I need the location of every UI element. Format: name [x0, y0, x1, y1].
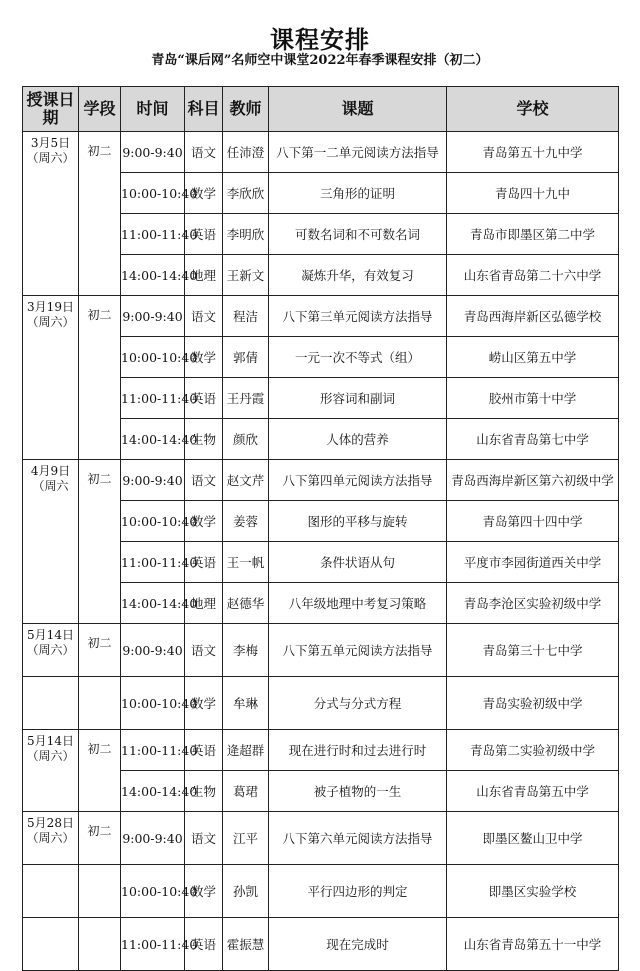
cell-time: 10:00-10:40: [121, 865, 185, 918]
cell-school: 山东省青岛第二十六中学: [447, 255, 619, 296]
cell-school: 青岛西海岸新区第六初级中学: [447, 460, 619, 501]
cell-subject: 英语: [185, 542, 223, 583]
cell-school: 崂山区第五中学: [447, 337, 619, 378]
cell-topic: 人体的营养: [269, 419, 447, 460]
cell-time: 10:00-10:40: [121, 677, 185, 730]
cell-subject: 英语: [185, 730, 223, 771]
cell-teacher: 霍振慧: [223, 918, 269, 971]
cell-time: 10:00-10:40: [121, 173, 185, 214]
session-stage: 初二: [79, 624, 121, 677]
session-date: 5月28日（周六）: [23, 812, 79, 865]
cell-time: 11:00-11:40: [121, 214, 185, 255]
table-row: [23, 730, 619, 771]
cell-teacher: 王新文: [223, 255, 269, 296]
cell-subject: 数学: [185, 173, 223, 214]
cell-teacher: 李欣欣: [223, 173, 269, 214]
header-school: 学校: [447, 87, 619, 132]
session-stage: 初二: [79, 812, 121, 865]
cell-teacher: 郭倩: [223, 337, 269, 378]
cell-time: 11:00-11:40: [121, 918, 185, 971]
session-stage: 初二: [79, 132, 121, 296]
cell-teacher: 姜蓉: [223, 501, 269, 542]
session-date: 4月9日（周六: [23, 460, 79, 624]
session-date: 5月14日（周六）: [23, 730, 79, 812]
cell-topic: 八下第三单元阅读方法指导: [269, 296, 447, 337]
table-row: [23, 677, 619, 730]
cell-teacher: 王丹霞: [223, 378, 269, 419]
cell-time: 11:00-11:40: [121, 730, 185, 771]
header-row: [23, 87, 619, 132]
cell-topic: 形容词和副词: [269, 378, 447, 419]
cell-time: 9:00-9:40: [121, 460, 185, 501]
cell-topic: 八下第一二单元阅读方法指导: [269, 132, 447, 173]
cell-topic: 八下第四单元阅读方法指导: [269, 460, 447, 501]
cell-time: 11:00-11:40: [121, 542, 185, 583]
session-stage: 初二: [79, 730, 121, 812]
cell-time: 14:00-14:40: [121, 583, 185, 624]
header-teacher: 教师: [223, 87, 269, 132]
cell-topic: 平行四边形的判定: [269, 865, 447, 918]
table-row: [23, 132, 619, 173]
cell-school: 青岛市即墨区第二中学: [447, 214, 619, 255]
cell-topic: 一元一次不等式（组）: [269, 337, 447, 378]
table-row: [23, 296, 619, 337]
cell-subject: 语文: [185, 460, 223, 501]
cell-school: 平度市李园街道西关中学: [447, 542, 619, 583]
cell-school: 山东省青岛第五中学: [447, 771, 619, 812]
header-subject: 科目: [185, 87, 223, 132]
schedule-table: [22, 86, 619, 971]
cell-topic: 图形的平移与旋转: [269, 501, 447, 542]
table-row: [23, 812, 619, 865]
page-subtitle: 青岛“课后网”名师空中课堂2022年春季课程安排（初二）: [151, 53, 489, 68]
cell-topic: 八年级地理中考复习策略: [269, 583, 447, 624]
cell-teacher: 王一帆: [223, 542, 269, 583]
cell-subject: 数学: [185, 501, 223, 542]
cell-school: 青岛四十九中: [447, 173, 619, 214]
header-date: 授课日期: [23, 87, 79, 132]
table-row: [23, 460, 619, 501]
cell-time: 10:00-10:40: [121, 337, 185, 378]
cell-subject: 数学: [185, 865, 223, 918]
cell-school: 青岛第五十九中学: [447, 132, 619, 173]
cell-subject: 语文: [185, 132, 223, 173]
cell-topic: 三角形的证明: [269, 173, 447, 214]
cell-teacher: 颜欣: [223, 419, 269, 460]
cell-subject: 语文: [185, 624, 223, 677]
session-date: 3月5日（周六）: [23, 132, 79, 296]
cell-topic: 分式与分式方程: [269, 677, 447, 730]
session-stage: [79, 865, 121, 918]
session-date: 5月14日（周六）: [23, 624, 79, 677]
session-stage: [79, 918, 121, 971]
cell-subject: 英语: [185, 918, 223, 971]
session-stage: 初二: [79, 296, 121, 460]
cell-teacher: 赵文芹: [223, 460, 269, 501]
schedule-body: [23, 132, 619, 971]
cell-teacher: 孙凯: [223, 865, 269, 918]
cell-school: 山东省青岛第七中学: [447, 419, 619, 460]
session-stage: 初二: [79, 460, 121, 624]
cell-school: 胶州市第十中学: [447, 378, 619, 419]
cell-school: 青岛第四十四中学: [447, 501, 619, 542]
cell-time: 14:00-14:40: [121, 771, 185, 812]
cell-time: 9:00-9:40: [121, 812, 185, 865]
cell-topic: 八下第六单元阅读方法指导: [269, 812, 447, 865]
cell-subject: 语文: [185, 812, 223, 865]
cell-time: 10:00-10:40: [121, 501, 185, 542]
cell-subject: 地理: [185, 583, 223, 624]
cell-topic: 凝炼升华，有效复习: [269, 255, 447, 296]
cell-subject: 地理: [185, 255, 223, 296]
cell-subject: 英语: [185, 214, 223, 255]
cell-time: 9:00-9:40: [121, 624, 185, 677]
cell-topic: 条件状语从句: [269, 542, 447, 583]
session-date: [23, 865, 79, 918]
cell-teacher: 李明欣: [223, 214, 269, 255]
table-row: [23, 624, 619, 677]
cell-topic: 八下第五单元阅读方法指导: [269, 624, 447, 677]
cell-school: 青岛第二实验初级中学: [447, 730, 619, 771]
cell-subject: 英语: [185, 378, 223, 419]
cell-topic: 现在完成时: [269, 918, 447, 971]
cell-teacher: 葛珺: [223, 771, 269, 812]
session-date: 3月19日（周六）: [23, 296, 79, 460]
cell-topic: 可数名词和不可数名词: [269, 214, 447, 255]
header-stage: 学段: [79, 87, 121, 132]
session-stage: [79, 677, 121, 730]
cell-teacher: 程洁: [223, 296, 269, 337]
cell-school: 青岛实验初级中学: [447, 677, 619, 730]
cell-school: 青岛李沧区实验初级中学: [447, 583, 619, 624]
cell-time: 9:00-9:40: [121, 132, 185, 173]
cell-school: 青岛西海岸新区弘德学校: [447, 296, 619, 337]
header-time: 时间: [121, 87, 185, 132]
cell-time: 11:00-11:40: [121, 378, 185, 419]
cell-time: 14:00-14:40: [121, 255, 185, 296]
cell-school: 山东省青岛第五十一中学: [447, 918, 619, 971]
cell-subject: 数学: [185, 677, 223, 730]
session-date: [23, 918, 79, 971]
session-date: [23, 677, 79, 730]
cell-teacher: 牟琳: [223, 677, 269, 730]
page-title: 课程安排: [270, 25, 370, 54]
cell-teacher: 赵德华: [223, 583, 269, 624]
cell-topic: 被子植物的一生: [269, 771, 447, 812]
cell-teacher: 逄超群: [223, 730, 269, 771]
cell-teacher: 李梅: [223, 624, 269, 677]
cell-time: 14:00-14:40: [121, 419, 185, 460]
cell-school: 青岛第三十七中学: [447, 624, 619, 677]
cell-subject: 生物: [185, 771, 223, 812]
cell-subject: 语文: [185, 296, 223, 337]
cell-school: 即墨区鳌山卫中学: [447, 812, 619, 865]
table-row: [23, 918, 619, 971]
cell-teacher: 任沛澄: [223, 132, 269, 173]
cell-subject: 生物: [185, 419, 223, 460]
cell-subject: 数学: [185, 337, 223, 378]
cell-topic: 现在进行时和过去进行时: [269, 730, 447, 771]
table-row: [23, 865, 619, 918]
cell-time: 9:00-9:40: [121, 296, 185, 337]
cell-school: 即墨区实验学校: [447, 865, 619, 918]
cell-teacher: 江平: [223, 812, 269, 865]
header-topic: 课题: [269, 87, 447, 132]
